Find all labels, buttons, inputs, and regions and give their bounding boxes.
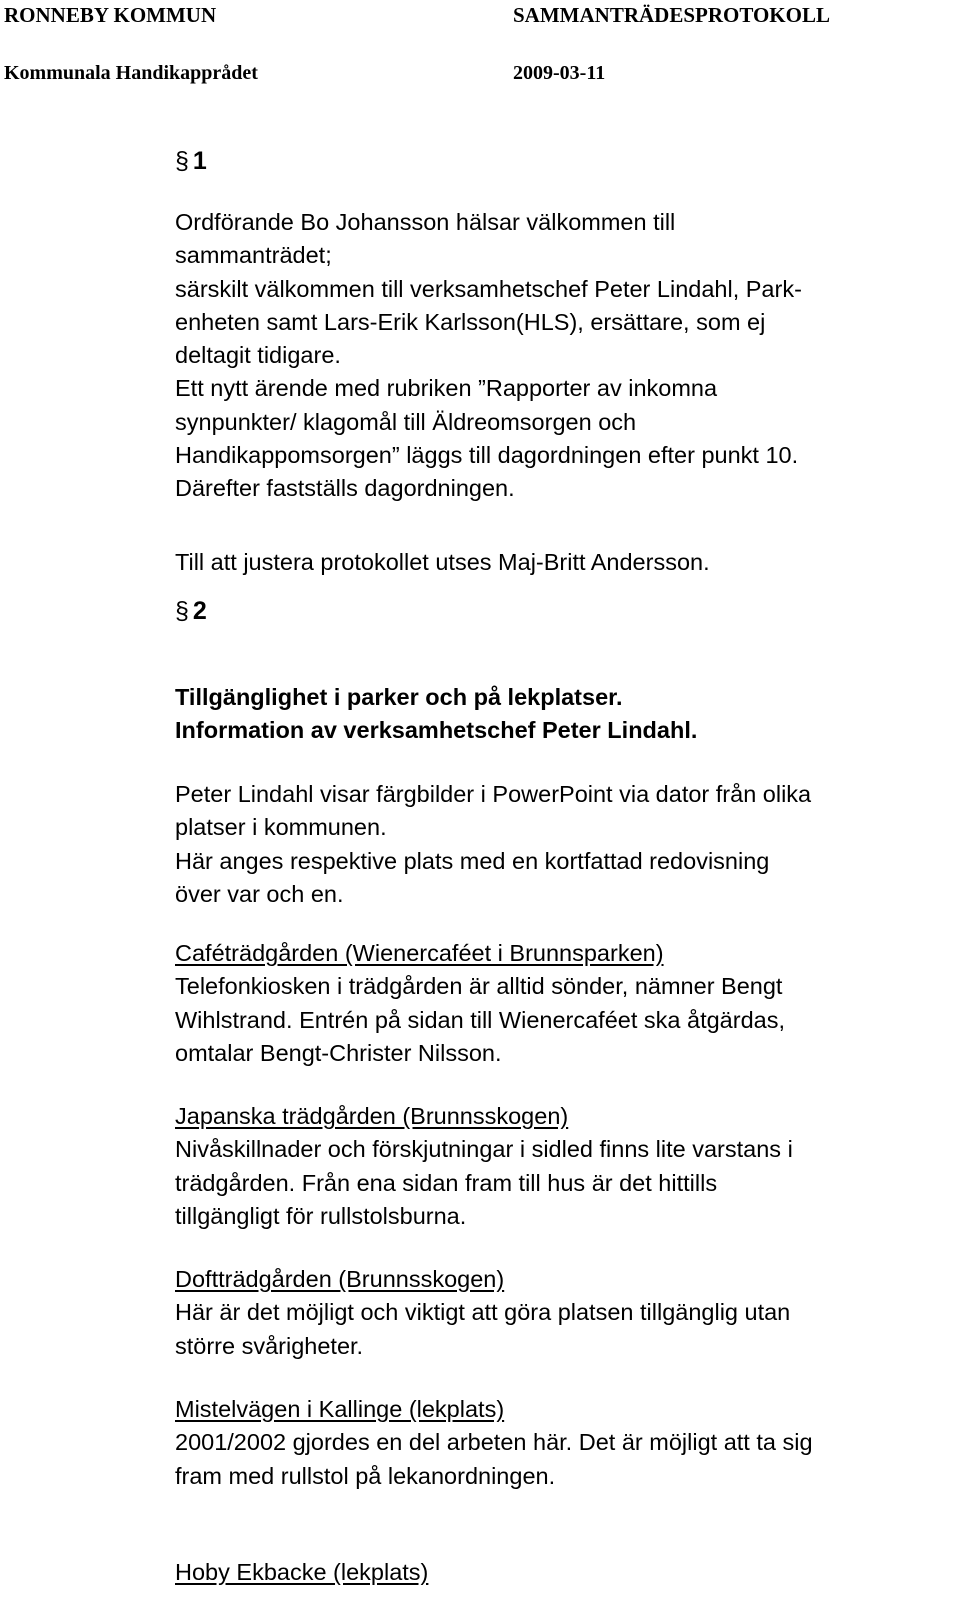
text-line: Här är det möjligt och viktigt att göra platsen tillgänglig utan <box>175 1299 791 1326</box>
section-1-heading <box>175 146 207 176</box>
text-line: Till att justera protokollet utses Maj-Britt Andersson. <box>175 549 710 575</box>
text-line: trädgården. Från ena sidan fram till hus är det hittills <box>175 1169 718 1196</box>
text-line: fram med rullstol på lekanordningen. <box>175 1462 556 1489</box>
title-line: Information av verksamhetschef Peter Lindahl. <box>175 717 698 744</box>
text-line: Ordförande Bo Johansson hälsar välkommen till <box>175 209 676 235</box>
meeting-date: 2009-03-11 <box>513 62 606 84</box>
section-1-intro <box>175 206 960 506</box>
place-heading: Caféträdgården (Wienercaféet i Brunnsparken) <box>175 940 664 966</box>
text-line: Peter Lindahl visar färgbilder i PowerPoint via dator från olika <box>175 781 812 807</box>
text-line: Handikappomsorgen” läggs till dagordningen efter punkt 10. <box>175 442 799 469</box>
text-line: omtalar Bengt-Christer Nilsson. <box>175 1039 502 1066</box>
place-hoby-ekbacke <box>175 1556 960 1589</box>
text-line: enheten samt Lars-Erik Karlsson(HLS), ersättare, som ej <box>175 308 766 335</box>
section-2-intro <box>175 778 960 911</box>
place-cafetradgarden <box>175 937 960 1070</box>
place-japanska-tradgarden <box>175 1100 960 1233</box>
place-heading: Hoby Ekbacke (lekplats) <box>175 1559 429 1585</box>
text-line: 2001/2002 gjordes en del arbeten här. Det är möjligt att ta sig <box>175 1429 813 1456</box>
text-line: Nivåskillnader och förskjutningar i sidled finns lite varstans i <box>175 1136 793 1163</box>
section-1-justering <box>175 546 960 579</box>
text-line: Därefter fastställs dagordningen. <box>175 475 515 502</box>
text-line: synpunkter/ klagomål till Äldreomsorgen och <box>175 408 637 435</box>
title-line: Tillgänglighet i parker och på lekplatser. <box>175 684 623 710</box>
text-line: större svårigheter. <box>175 1332 364 1359</box>
text-line: Telefonkiosken i trädgården är alltid sönder, nämner Bengt <box>175 973 783 1000</box>
section-2-title <box>175 681 960 748</box>
section-number: 1 <box>192 147 207 175</box>
text-line: Wihlstrand. Entrén på sidan till Wienercaféet ska åtgärdas, <box>175 1006 785 1033</box>
document-type: SAMMANTRÄDESPROTOKOLL <box>513 3 830 27</box>
council-name: Kommunala Handikapprådet <box>4 62 258 84</box>
place-dofttradgarden <box>175 1263 960 1363</box>
text-line: deltagit tidigare. <box>175 342 341 369</box>
place-heading: Mistelvägen i Kallinge (lekplats) <box>175 1396 505 1422</box>
text-line: Här anges respektive plats med en kortfattad redovisning <box>175 847 770 874</box>
place-heading: Doftträdgården (Brunnsskogen) <box>175 1266 505 1292</box>
organization-name: RONNEBY KOMMUN <box>4 3 217 27</box>
text-line: platser i kommunen. <box>175 814 387 841</box>
text-line: Ett nytt ärende med rubriken ”Rapporter av inkomna <box>175 375 718 402</box>
text-line: tillgängligt för rullstolsburna. <box>175 1202 467 1229</box>
section-2-heading <box>175 596 207 626</box>
place-heading: Japanska trädgården (Brunnsskogen) <box>175 1103 569 1129</box>
paragraph-sign: § <box>175 147 189 175</box>
text-line: över var och en. <box>175 880 344 907</box>
section-number: 2 <box>192 597 207 625</box>
text-line: särskilt välkommen till verksamhetschef Peter Lindahl, Park- <box>175 275 802 302</box>
place-mistelvagen <box>175 1393 960 1493</box>
text-line: sammanträdet; <box>175 242 332 269</box>
paragraph-sign: § <box>175 597 189 625</box>
